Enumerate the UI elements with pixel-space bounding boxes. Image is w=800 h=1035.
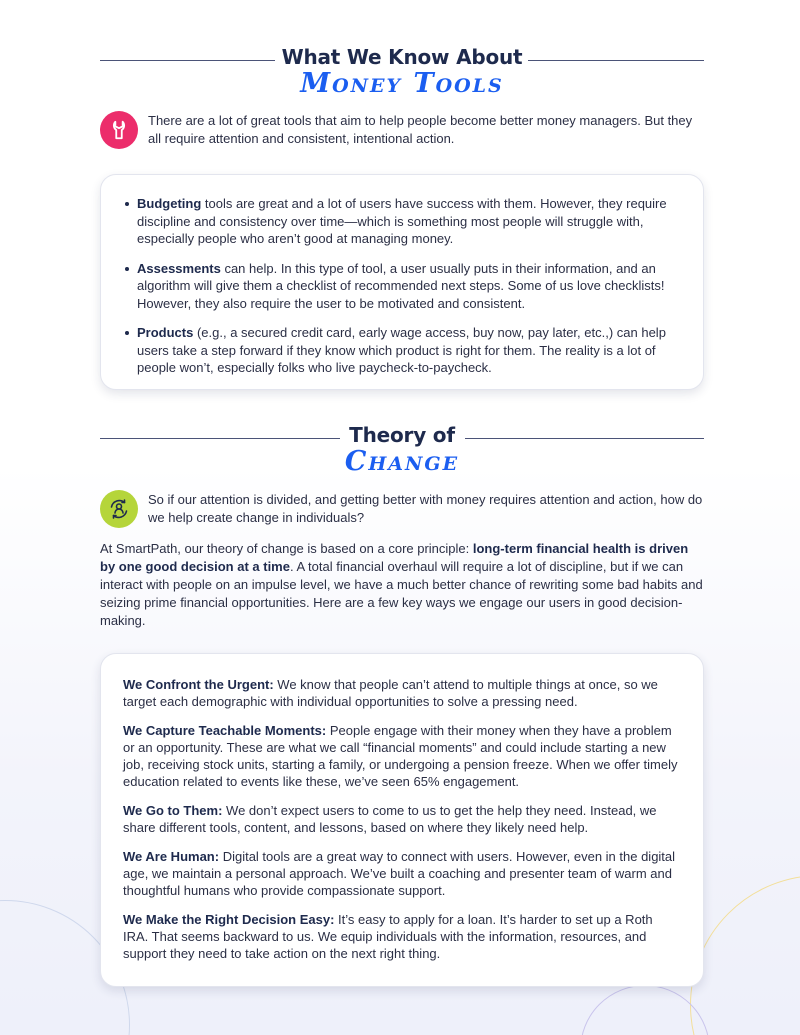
approach-list <box>101 654 703 962</box>
approach-card <box>100 653 704 987</box>
list-item-term: Assessments <box>137 260 221 276</box>
section-heading-money-tools <box>100 45 704 99</box>
list-item-text: can help. In this type of tool, a user usually puts in their information, and an algorithm will give them a checklist of recommended next steps. Some of us love checklists! However, they also require the user to be motivated and consistent. <box>137 260 665 311</box>
approach-item-term: We Confront the Urgent: <box>123 677 274 692</box>
person-cycle-icon <box>100 490 138 528</box>
section-title: What We Know About <box>281 45 523 69</box>
approach-item-text: We don’t expect users to come to us to get the help they need. Instead, we share different tools, content, and lessons, based on where they likely need help. <box>123 803 657 835</box>
approach-item-text: People engage with their money when they have a problem or an opportunity. These are what we call “financial moments” and could include starting a new job, receiving stock units, starting a family, or undergoing a pension freeze. When we offer timely education related to events like these, we’ve seen 65% engagement. <box>123 723 678 789</box>
list-item-term: Budgeting <box>137 196 202 211</box>
intro-text: So if our attention is divided, and getting better with money requires attention and action, how do we help create change in individuals? <box>148 492 703 525</box>
approach-item-go-to-them <box>123 802 681 836</box>
approach-item-urgent <box>123 676 681 710</box>
intro-text: There are a lot of great tools that aim to help people become better money managers. But they all require attention and consistent, intentional action. <box>148 113 693 146</box>
list-item-text: tools are great and a lot of users have success with them. However, they require discipline and consistency over time—which is something most people will struggle with, especially people who aren’t good at managing money. <box>137 196 667 246</box>
list-item-assessments <box>125 260 679 313</box>
approach-item-text: Digital tools are a great way to connect with users. However, even in the digital age, we maintain a personal approach. We’ve built a coaching and presenter team of warm and thoughtful humans who provide compassionate support. <box>123 849 676 898</box>
approach-item-teachable-moments <box>123 722 681 790</box>
money-tools-card <box>100 174 704 390</box>
list-item-text: (e.g., a secured credit card, early wage access, buy now, pay later, etc.,) can help users take a step forward if they know which product is right for them. The reality is a lot of people won’t, especially folks who live paycheck-to-paycheck. <box>137 325 666 375</box>
approach-item-term: We Make the Right Decision Easy: <box>123 912 335 927</box>
theory-paragraph <box>100 540 704 630</box>
list-item-term: Products <box>137 325 194 340</box>
paragraph-lead: At SmartPath, our theory of change is based on a core principle: <box>100 541 473 556</box>
paragraph-rest: . A total financial overhaul will require a lot of discipline, but if we can interact with people on an impulse level, we have a much better chance of rewriting some bad habits and seizing prime financial opportunities. Here are a few key ways we engage our users in good decision-making. <box>100 559 703 628</box>
approach-item-right-decision <box>123 911 681 962</box>
section-title: Theory of <box>349 423 455 447</box>
approach-item-text: It’s easy to apply for a loan. It’s harder to set up a Roth IRA. That seems backward to us. We equip individuals with the information, resources, and support they need to take action on the next right thing. <box>123 912 653 961</box>
decorative-circle-right <box>690 875 800 1035</box>
approach-item-term: We Are Human: <box>123 849 220 864</box>
section-heading-theory-of-change <box>100 423 704 477</box>
approach-item-term: We Go to Them: <box>123 803 223 818</box>
approach-item-term: We Capture Teachable Moments: <box>123 723 327 738</box>
intro-theory-of-change <box>100 490 704 528</box>
section-subtitle: Change <box>344 446 460 477</box>
decorative-circle-bottom <box>580 985 710 1035</box>
paragraph-emphasis: long-term financial health is driven by one good decision at a time <box>100 541 689 574</box>
money-tools-list <box>101 175 703 377</box>
list-item-products <box>125 324 679 377</box>
wrench-icon <box>100 111 138 149</box>
intro-money-tools <box>100 111 704 149</box>
section-subtitle: Money Tools <box>300 68 504 99</box>
approach-item-human <box>123 848 681 899</box>
approach-item-text: We know that people can’t attend to multiple things at once, so we target each demographic with individual opportunities to solve a pressing need. <box>123 677 658 709</box>
list-item-budgeting <box>125 195 679 248</box>
